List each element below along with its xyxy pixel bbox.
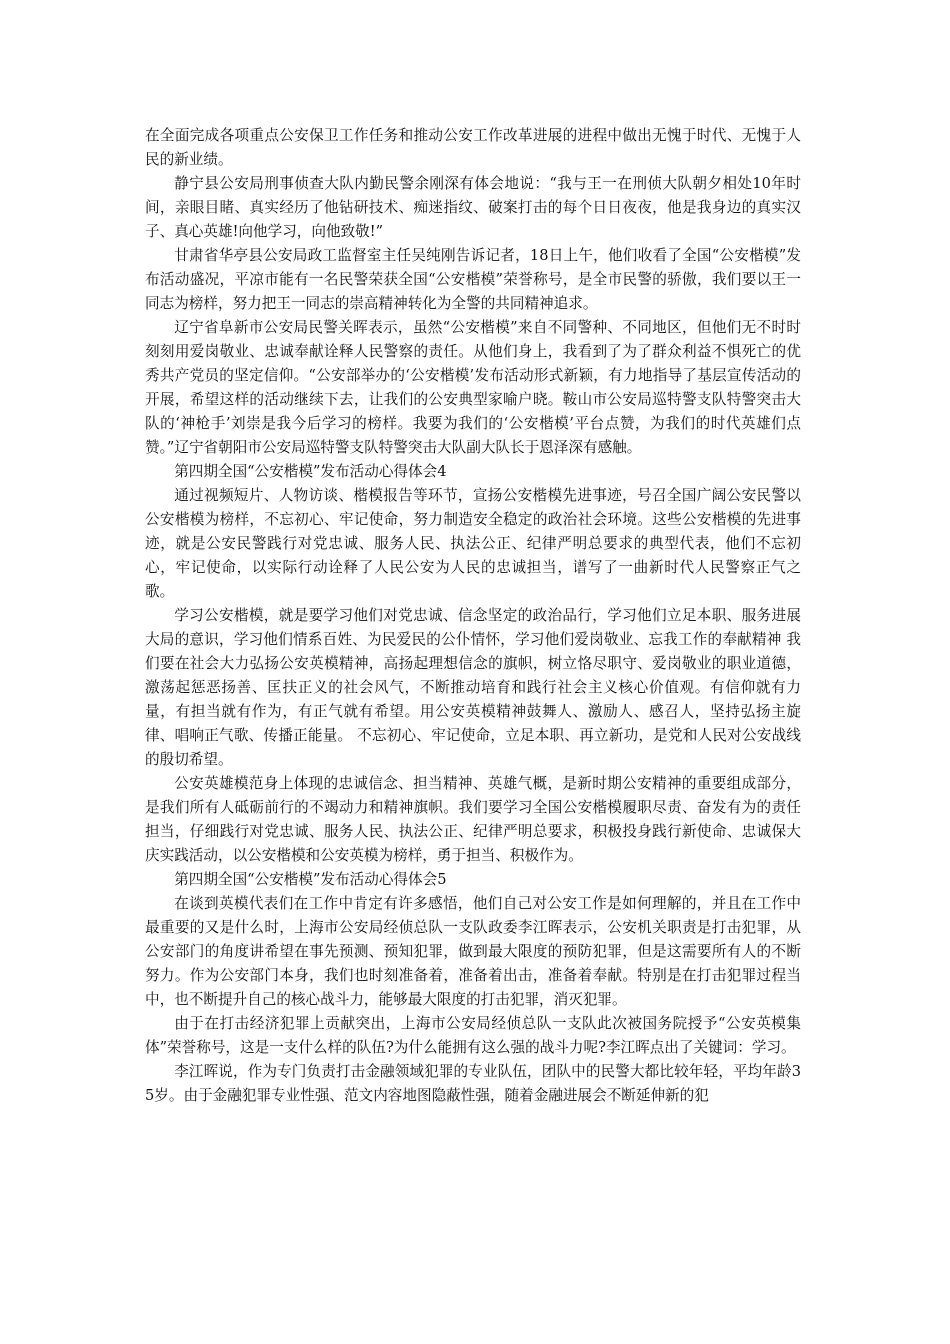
- paragraph-hero-spirit: 公安英雄模范身上体现的忠诚信念、担当精神、英雄气概，是新时期公安精神的重要组成部分，是我们所有人砥砺前行的不竭动力和精神旗帜。我们要学习全国公安楷模履职尽责、奋发有为的责任担当，仔细践行对党忠诚、服务人民、执法公正、纪律严明总要求，积极投身践行新使命、忠诚保大庆实践活动，以公安楷模和公安英模为榜样，勇于担当、积极作为。: [145, 775, 801, 864]
- paragraph-section4-intro: 通过视频短片、人物访谈、楷模报告等环节，宣扬公安楷模先进事迹，号召全国广阔公安民警以公安楷模为榜样，不忘初心、牢记使命，努力制造安全稳定的政治社会环境。这些公安楷模的先进事迹，就是公安民警践行对党忠诚、服务人民、执法公正、纪律严明总要求的典型代表，他们不忘初心，牢记使命，以实际行动诠释了人民公安为人民的忠诚担当，谱写了一曲新时代人民警察正气之歌。: [145, 487, 801, 600]
- paragraph-li-jianghui-team: 李江晖说，作为专门负责打击金融领域犯罪的专业队伍，团队中的民警大都比较年轻，平均年龄35岁。由于金融犯罪专业性强、范文内容地图隐蔽性强，随着金融进展会不断延伸新的犯: [145, 1063, 801, 1104]
- paragraph-li-jianghui-duty: 在谈到英模代表们在工作中肯定有许多感悟，他们自己对公安工作是如何理解的，并且在工作中最重要的又是什么时，上海市公安局经侦总队一支队政委李江晖表示，公安机关职责是打击犯罪，从公安部门的角度讲希望在事先预测、预知犯罪，做到最大限度的预防犯罪，但是这需要所有人的不断努力。作为公安部门本身，我们也时刻准备着，准备着出击，准备着奉献。特别是在打击犯罪过程当中，也不断提升自己的核心战斗力，能够最大限度的打击犯罪，消灭犯罪。: [145, 895, 801, 1008]
- section-heading-4: 第四期全国“公安楷模”发布活动心得体会4: [174, 463, 447, 480]
- paragraph-learn-models: 学习公安楷模，就是要学习他们对党忠诚、信念坚定的政治品行，学习他们立足本职、服务进展大局的意识，学习他们情系百姓、为民爱民的公仆情怀，学习他们爱岗敬业、忘我工作的奉献精神 我们要在社会大力弘扬公安英模精神，高扬起理想信念的旗帜，树立恪尽职守、爱岗敬业的职业道德，激荡起惩恶扬善、匡扶正义的社会风气，不断推动培育和践行社会主义核心价值观。有信仰就有力量，有担当就有作为，有正气就有希望。用公安英模精神鼓舞人、激励人、感召人，坚持弘扬主旋律、唱响正气歌、传播正能量。 不忘初心、牢记使命，立足本职、再立新功，是党和人民对公安战线的殷切希望。: [145, 607, 801, 768]
- section-heading-5: 第四期全国“公安楷模”发布活动心得体会5: [174, 871, 447, 888]
- paragraph-team-honor: 由于在打击经济犯罪上贡献突出，上海市公安局经侦总队一支队此次被国务院授予“公安英模集体”荣誉称号，这是一支什么样的队伍?为什么能拥有这么强的战斗力呢?李江晖点出了关键词：学习。: [145, 1015, 801, 1056]
- paragraph-guan-hui: 辽宁省阜新市公安局民警关晖表示，虽然“公安楷模”来自不同警种、不同地区，但他们无不时时刻刻用爱岗敬业、忠诚奉献诠释人民警察的责任。从他们身上，我看到了为了群众利益不惧死亡的优秀共产党员的坚定信仰。“公安部举办的‘公安楷模’发布活动形式新颖，有力地指导了基层宣传活动的开展，希望这样的活动继续下去，让我们的公安典型家喻户晓。鞍山市公安局巡特警支队特警突击大队的‘神枪手’刘崇是我今后学习的榜样。我要为我们的‘公安楷模’平台点赞，为我们的时代英雄们点赞。”辽宁省朝阳市公安局巡特警支队特警突击大队副大队长于恩泽深有感触。: [145, 319, 801, 456]
- document-page: [145, 124, 801, 1108]
- paragraph-wu-chungang: 甘肃省华亭县公安局政工监督室主任吴纯刚告诉记者，18日上午，他们收看了全国“公安楷模”发布活动盛况，平凉市能有一名民警荣获全国“公安楷模”荣誉称号，是全市民警的骄傲，我们要以王一同志为榜样，努力把王一同志的崇高精神转化为全警的共同精神追求。: [145, 247, 801, 312]
- paragraph-yu-gang-quote: 静宁县公安局刑事侦查大队内勤民警余刚深有体会地说：“我与王一在刑侦大队朝夕相处10年时间，亲眼目睹、真实经历了他钻研技术、痴迷指纹、破案打击的每个日日夜夜，他是我身边的真实汉子、真心英雄!向他学习，向他致敬!”: [145, 175, 801, 240]
- paragraph-intro-continuation: 在全面完成各项重点公安保卫工作任务和推动公安工作改革进展的进程中做出无愧于时代、无愧于人民的新业绩。: [145, 127, 801, 168]
